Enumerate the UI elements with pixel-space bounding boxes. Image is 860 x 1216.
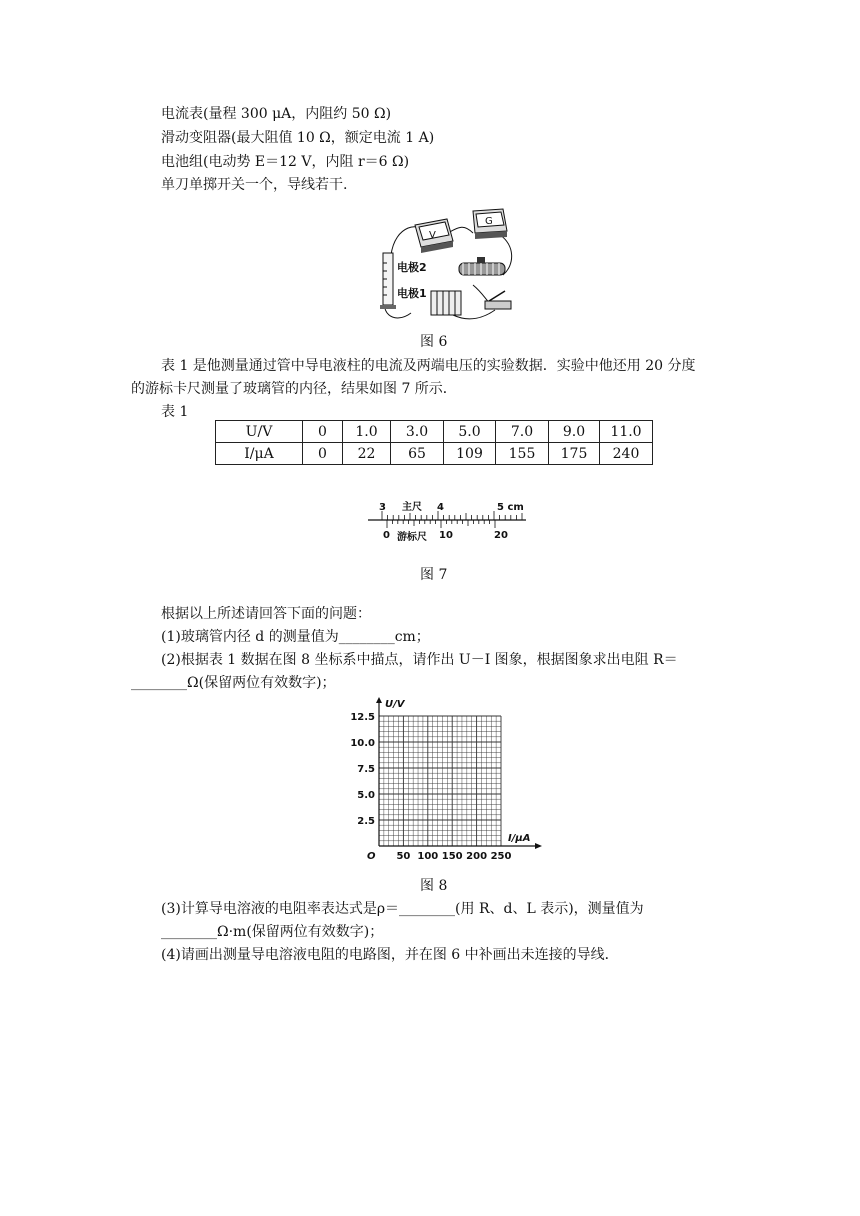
table-description-line2: 的游标卡尺测量了玻璃管的内径，结果如图 7 所示． (131, 381, 457, 397)
vernier-scale-ticks (387, 520, 495, 528)
y-tick-label: 5.0 (357, 790, 375, 801)
table-cell: 109 (444, 443, 496, 465)
table-cell: 5.0 (444, 421, 496, 443)
electrode-1-label: 电极1 (397, 287, 427, 300)
vernier-scale-20: 20 (494, 530, 508, 541)
main-scale-4: 4 (437, 502, 444, 513)
y-tick-label: 2.5 (357, 816, 375, 827)
table-cell: 0 (303, 421, 343, 443)
table-cell: 11.0 (600, 421, 653, 443)
material-battery: 电池组(电动势 E＝12 V，内阻 r＝6 Ω) (161, 154, 410, 170)
x-tick-label: 50 (396, 851, 411, 862)
figure-8-caption: 图 8 (420, 878, 448, 894)
galvanometer-label: G (485, 216, 493, 227)
table-cell: 240 (600, 443, 653, 465)
origin-label: O (367, 851, 376, 862)
table-cell: 22 (343, 443, 391, 465)
material-switch: 单刀单掷开关一个，导线若干. (161, 177, 348, 193)
rheostat (459, 257, 505, 275)
y-tick-label: 7.5 (357, 764, 375, 775)
question-3-line2: ________Ω·m(保留两位有效数字)； (161, 924, 384, 940)
u-i-graph-grid (345, 697, 545, 867)
voltmeter-label: V (429, 230, 436, 241)
table-cell: 155 (496, 443, 549, 465)
table-cell: 0 (303, 443, 343, 465)
vernier-scale-0: 0 (383, 530, 390, 541)
figure-7-caption: 图 7 (420, 567, 448, 583)
x-tick-label: 150 (441, 851, 463, 862)
x-axis-label: I/μA (508, 833, 531, 844)
table-cell: 3.0 (391, 421, 444, 443)
question-2-line2: ________Ω(保留两位有效数字)； (131, 675, 336, 691)
table-cell: I/μA (216, 443, 303, 465)
table-title: 表 1 (161, 404, 189, 420)
table-cell: 7.0 (496, 421, 549, 443)
switch (485, 291, 511, 309)
y-tick-label: 12.5 (350, 712, 375, 723)
data-table (215, 420, 653, 465)
x-tick-label: 200 (466, 851, 488, 862)
battery (431, 291, 461, 315)
material-ammeter: 电流表(量程 300 μA，内阻约 50 Ω) (161, 106, 392, 122)
figure-6-caption: 图 6 (420, 334, 448, 350)
material-rheostat: 滑动变阻器(最大阻值 10 Ω，额定电流 1 A) (161, 130, 435, 146)
table-cell: 175 (549, 443, 600, 465)
question-2-line1: (2)根据表 1 数据在图 8 坐标系中描点，请作出 U－I 图象，根据图象求出电阻 R＝ (161, 652, 678, 668)
table-cell: U/V (216, 421, 303, 443)
main-scale-label: 主尺 (402, 502, 422, 513)
x-axis-arrow (535, 843, 542, 849)
table-row-current (216, 443, 653, 465)
y-axis-arrow (376, 697, 382, 703)
table-cell: 1.0 (343, 421, 391, 443)
y-axis-label: U/V (385, 699, 405, 710)
vernier-scale-label: 游标尺 (397, 532, 427, 543)
vernier-caliper-figure (360, 496, 530, 546)
vernier-scale-10: 10 (439, 530, 453, 541)
electrode-2-label: 电极2 (397, 261, 427, 274)
x-tick-label: 250 (490, 851, 512, 862)
questions-intro: 根据以上所述请回答下面的问题： (161, 606, 371, 622)
question-4: (4)请画出测量导电溶液电阻的电路图，并在图 6 中补画出未连接的导线． (161, 947, 619, 963)
table-row-voltage (216, 421, 653, 443)
table-cell: 65 (391, 443, 444, 465)
y-tick-label: 10.0 (350, 738, 375, 749)
apparatus-figure (375, 205, 525, 325)
table-cell: 9.0 (549, 421, 600, 443)
main-scale-5: 5 cm (497, 502, 524, 513)
question-3-line1: (3)计算导电溶液的电阻率表达式是ρ＝________(用 R、d、L 表示)，测量值为 (161, 901, 644, 917)
main-scale-3: 3 (379, 502, 386, 513)
table-description-line1: 表 1 是他测量通过管中导电液柱的电流及两端电压的实验数据．实验中他还用 20 分度 (161, 358, 696, 374)
question-1: (1)玻璃管内径 d 的测量值为________cm； (161, 629, 430, 645)
x-tick-label: 100 (417, 851, 439, 862)
